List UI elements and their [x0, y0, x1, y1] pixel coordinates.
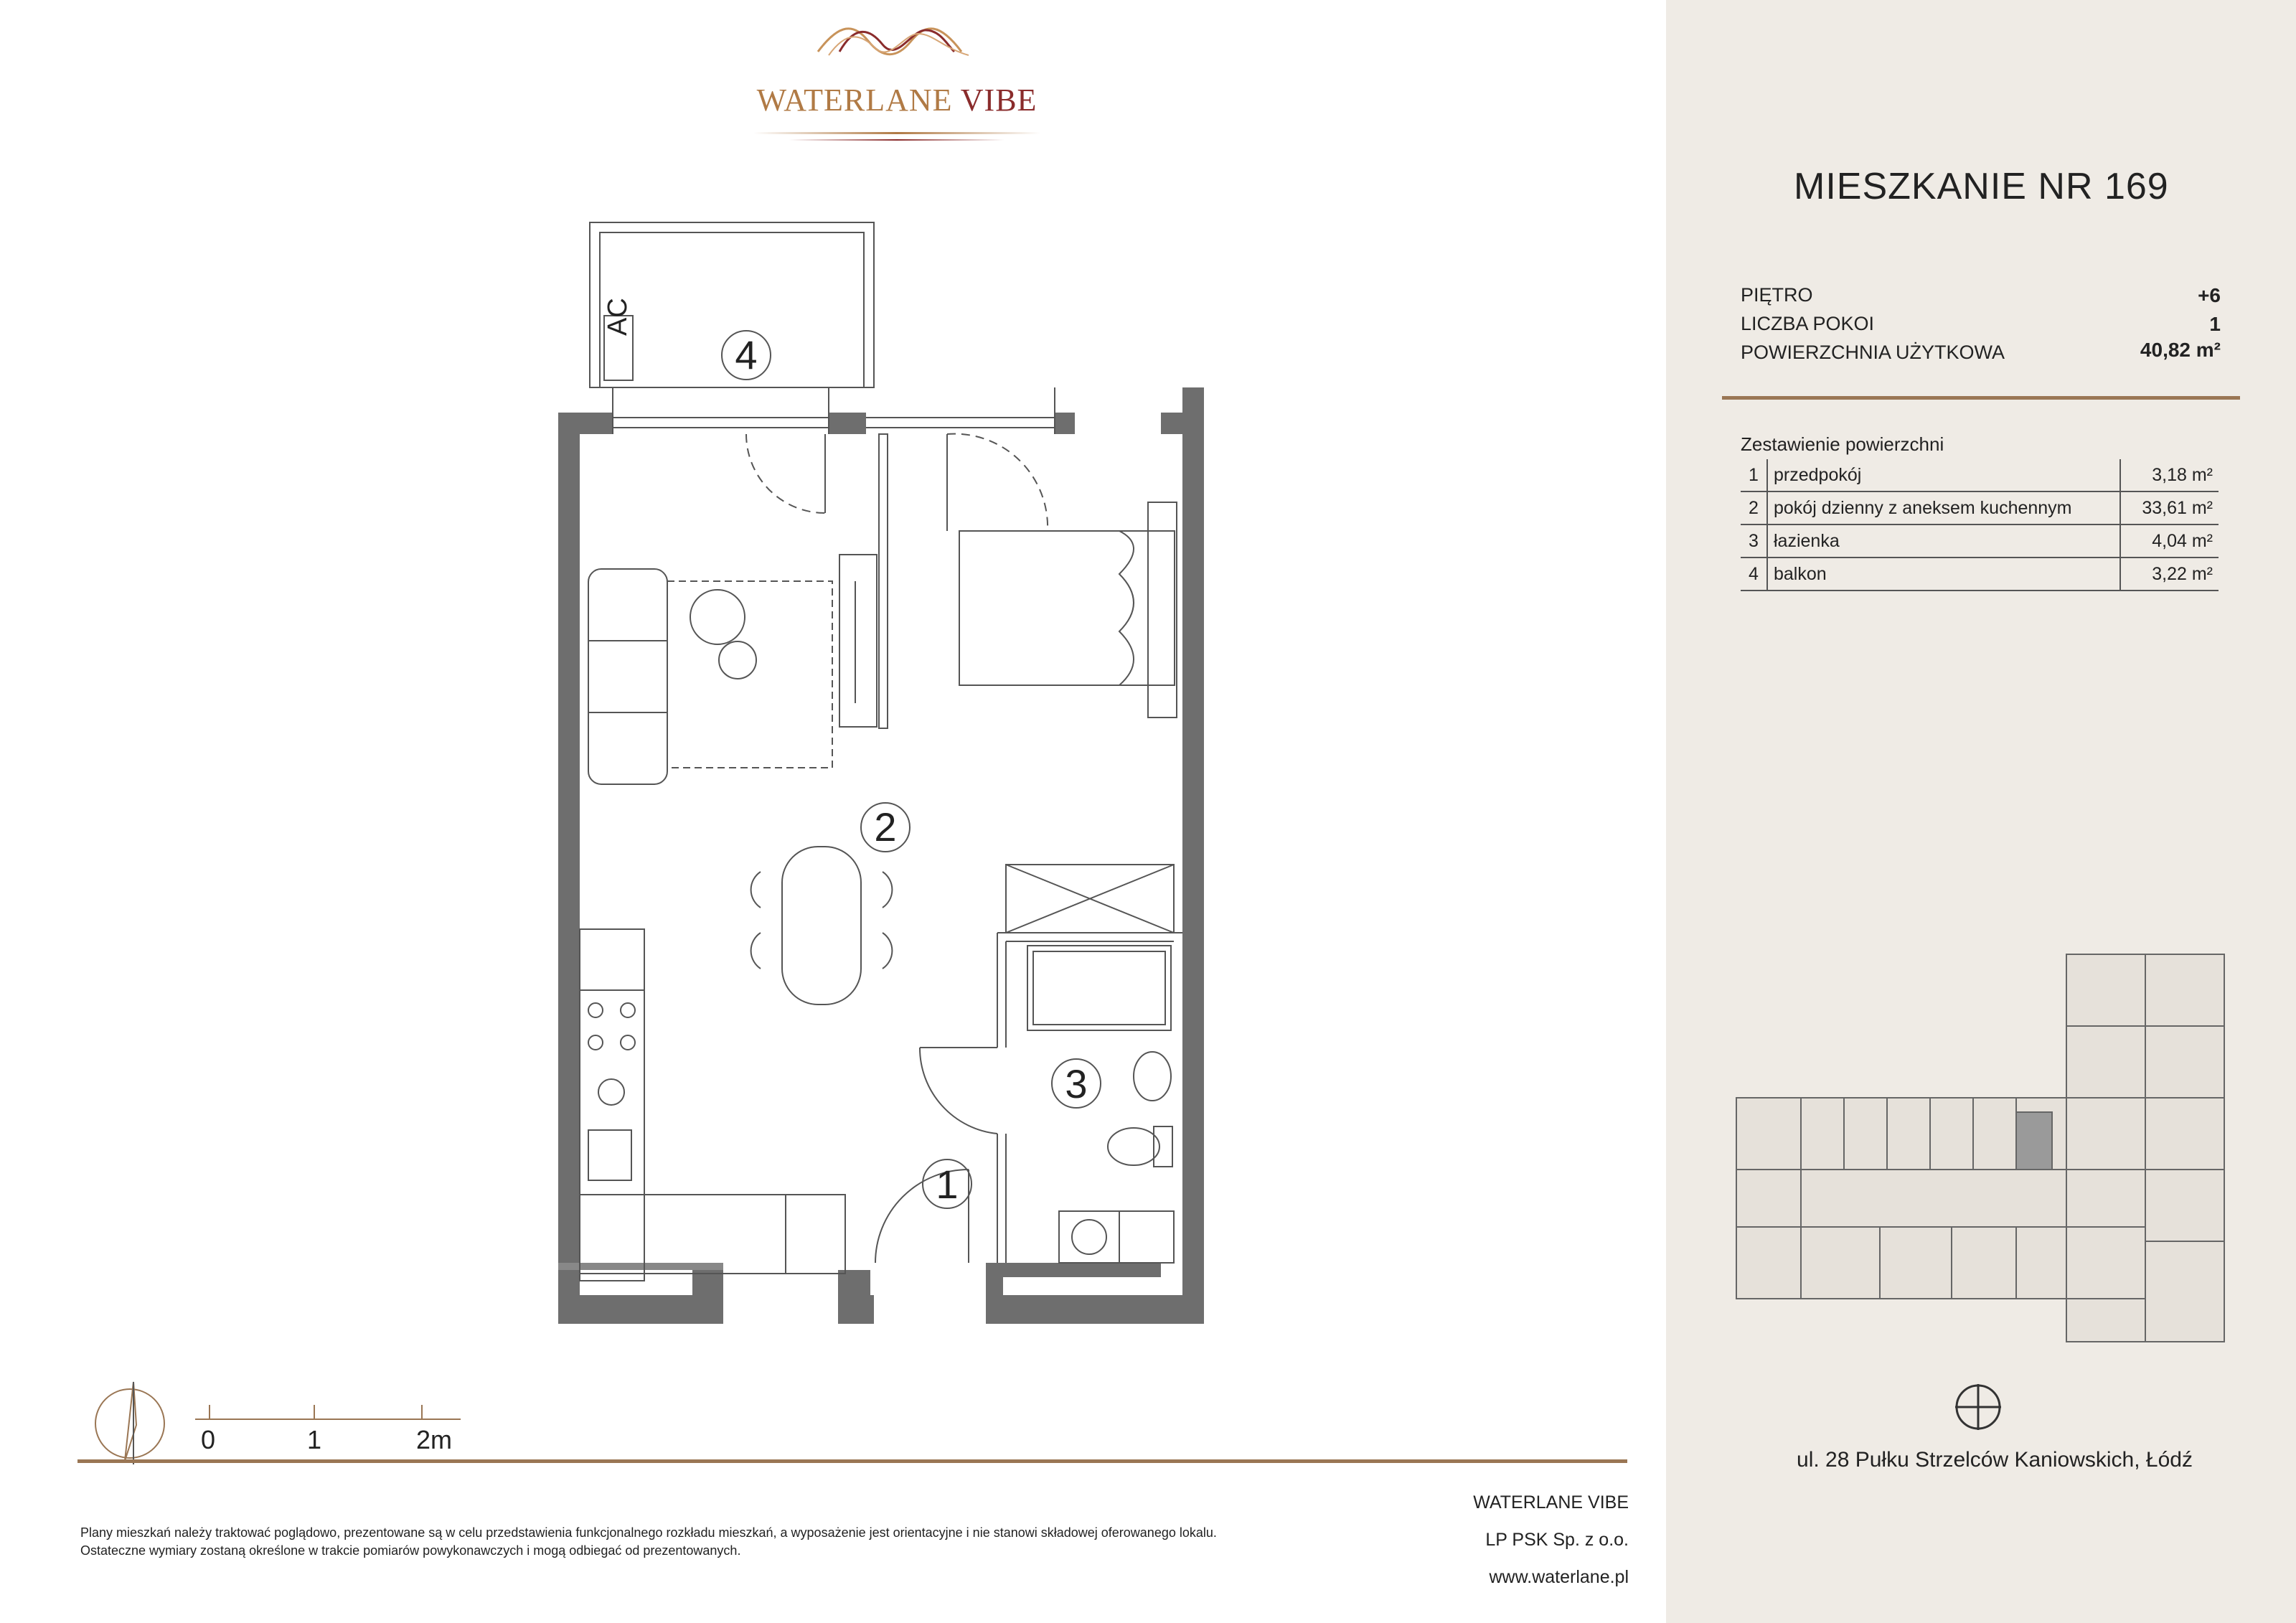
north-arrow-icon [90, 1375, 177, 1468]
area-name: łazienka [1767, 524, 2120, 558]
areas-title: Zestawienie powierzchni [1741, 433, 1944, 455]
scale-label-2m: 2m [416, 1425, 453, 1454]
info-value-area: 40,82 m² [2140, 339, 2221, 361]
area-value: 33,61 m² [2120, 491, 2219, 524]
room-number-1: 1 [936, 1162, 959, 1207]
room-number-4: 4 [735, 332, 758, 377]
disclaimer [80, 1524, 1458, 1560]
table-row [1741, 459, 2219, 491]
area-no: 4 [1741, 558, 1767, 591]
table-row [1741, 491, 2219, 524]
highlighted-apartment [2016, 1112, 2052, 1170]
footer-legal: LP PSK Sp. z o.o. [1485, 1530, 1629, 1550]
building-key-plan [1729, 933, 2246, 1349]
logo-underline-2 [789, 139, 1004, 141]
area-name: przedpokój [1767, 459, 2120, 491]
apartment-title: MIESZKANIE NR 169 [1794, 166, 2169, 207]
info-value-rooms: 1 [2209, 313, 2221, 335]
area-no: 2 [1741, 491, 1767, 524]
brand-logo-text: WATERLANE VIBE [756, 83, 1038, 118]
logo-underline [753, 132, 1040, 134]
address: ul. 28 Pułku Strzelców Kaniowskich, Łódź [1797, 1448, 2193, 1472]
room-number-2: 2 [874, 804, 897, 850]
scale-label-1: 1 [307, 1425, 322, 1454]
area-name: balkon [1767, 558, 2120, 591]
ac-label: AC [603, 298, 633, 336]
footer-website[interactable]: www.waterlane.pl [1489, 1567, 1629, 1587]
area-no: 1 [1741, 459, 1767, 491]
info-divider [1722, 396, 2240, 400]
info-label-area: POWIERZCHNIA UŻYTKOWA [1741, 342, 2005, 363]
area-no: 3 [1741, 524, 1767, 558]
table-row [1741, 558, 2219, 591]
room-number-3: 3 [1065, 1061, 1088, 1106]
area-value: 4,04 m² [2120, 524, 2219, 558]
footer-divider [77, 1459, 1627, 1463]
area-name: pokój dzienny z aneksem kuchennym [1767, 491, 2120, 524]
area-value: 3,18 m² [2120, 459, 2219, 491]
info-value-floor: +6 [2198, 284, 2221, 306]
info-panel [1666, 0, 2296, 1623]
scale-label-0: 0 [201, 1425, 216, 1454]
table-row [1741, 524, 2219, 558]
info-label-rooms: LICZBA POKOI [1741, 313, 1875, 334]
areas-table [1741, 459, 2219, 591]
disclaimer-line-2: Ostateczne wymiary zostaną określone w trakcie pomiarów powykonawczych i mogą odbiegać od prezentowanych. [80, 1543, 741, 1558]
disclaimer-line-1: Plany mieszkań należy traktować poglądowo, prezentowane są w celu przedstawienia funkcjonalnego rozkładu mieszkań, a wyposażenie jest orientacyjne i nie stanowi składowej oferowanego lokalu. [80, 1525, 1217, 1540]
floor-plan [545, 215, 1248, 1349]
scale-bar [195, 1398, 461, 1426]
info-label-floor: PIĘTRO [1741, 284, 1813, 306]
area-value: 3,22 m² [2120, 558, 2219, 591]
waterlane-logo-icon [811, 16, 983, 66]
compass-icon [1953, 1382, 2003, 1432]
footer-company: WATERLANE VIBE [1473, 1492, 1629, 1513]
